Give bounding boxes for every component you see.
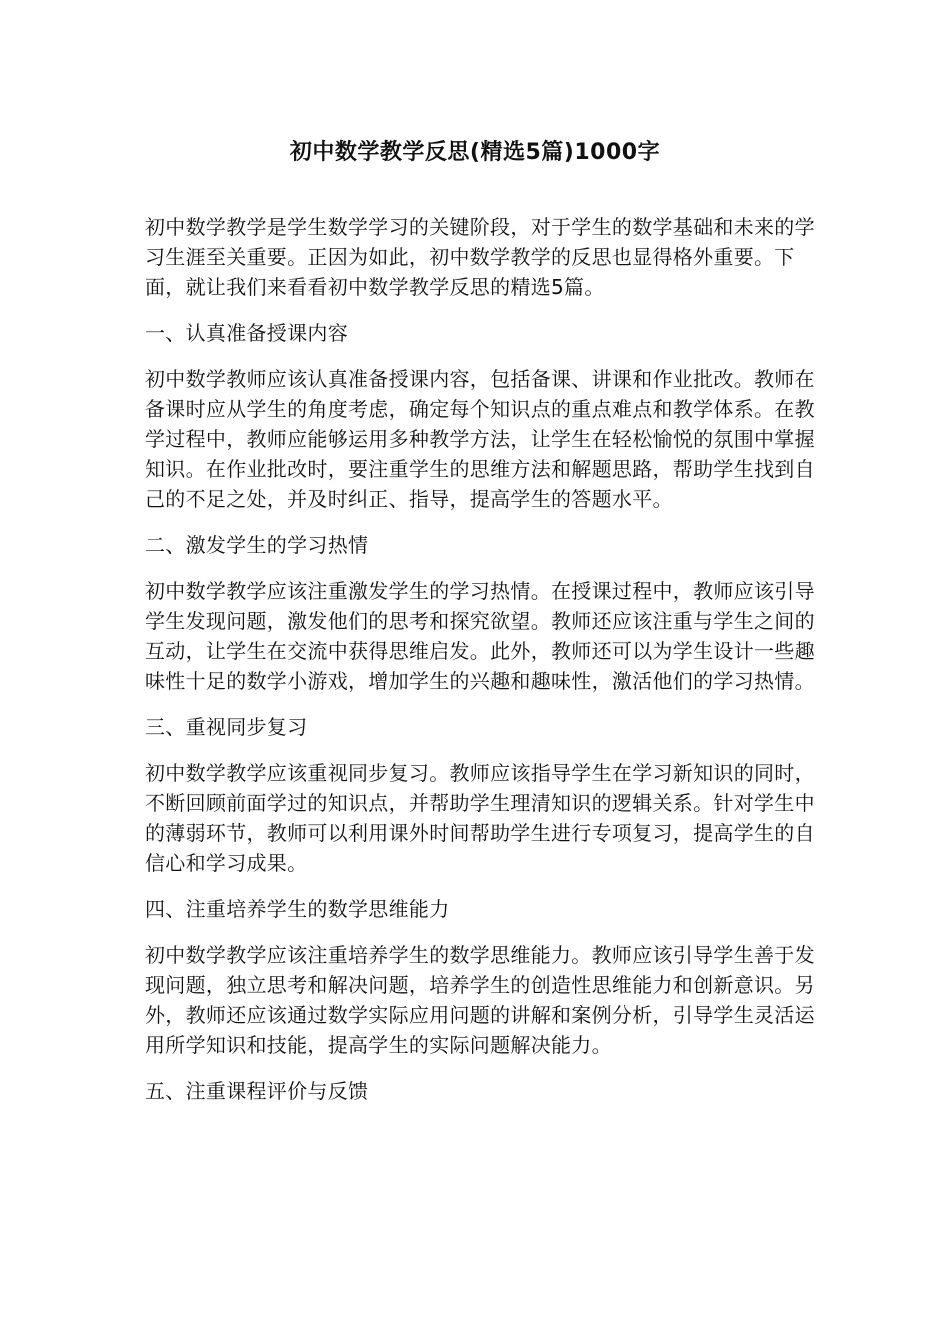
section-paragraph-1: 初中数学教师应该认真准备授课内容，包括备课、讲课和作业批改。教师在备课时应从学生的角度考虑，确定每个知识点的重点难点和教学体系。在教学过程中，教师应能够运用多种教学方法，让学生在轻松愉悦的氛围中掌握知识。在作业批改时，要注重学生的思维方法和解题思路，帮助学生找到自己的不足之处，并及时纠正、指导，提高学生的答题水平。: [145, 367, 815, 511]
section-heading-1: 一、认真准备授课内容: [145, 321, 348, 345]
intro-paragraph: 初中数学教学是学生数学学习的关键阶段，对于学生的数学基础和未来的学习生涯至关重要。正因为如此，初中数学教学的反思也显得格外重要。下面，就让我们来看看初中数学教学反思的精选5篇。: [145, 215, 815, 299]
section-heading-3: 三、重视同步复习: [145, 715, 308, 739]
section-heading-4: 四、注重培养学生的数学思维能力: [145, 897, 450, 921]
document-title: 初中数学教学反思(精选5篇)1000字: [289, 140, 661, 165]
document-body: [145, 212, 815, 1122]
section-paragraph-3: 初中数学教学应该重视同步复习。教师应该指导学生在学习新知识的同时，不断回顾前面学过的知识点，并帮助学生理清知识的逻辑关系。针对学生中的薄弱环节，教师可以利用课外时间帮助学生进行专项复习，提高学生的自信心和学习成果。: [145, 761, 815, 875]
section-heading-2: 二、激发学生的学习热情: [145, 533, 369, 557]
section-heading-5: 五、注重课程评价与反馈: [145, 1079, 369, 1103]
section-paragraph-4: 初中数学教学应该注重培养学生的数学思维能力。教师应该引导学生善于发现问题，独立思考和解决问题，培养学生的创造性思维能力和创新意识。另外，教师还应该通过数学实际应用问题的讲解和案例分析，引导学生灵活运用所学知识和技能，提高学生的实际问题解决能力。: [145, 943, 815, 1057]
section-paragraph-2: 初中数学教学应该注重激发学生的学习热情。在授课过程中，教师应该引导学生发现问题，激发他们的思考和探究欲望。教师还应该注重与学生之间的互动，让学生在交流中获得思维启发。此外，教师还可以为学生设计一些趣味性十足的数学小游戏，增加学生的兴趣和趣味性，激活他们的学习热情。: [145, 579, 815, 693]
